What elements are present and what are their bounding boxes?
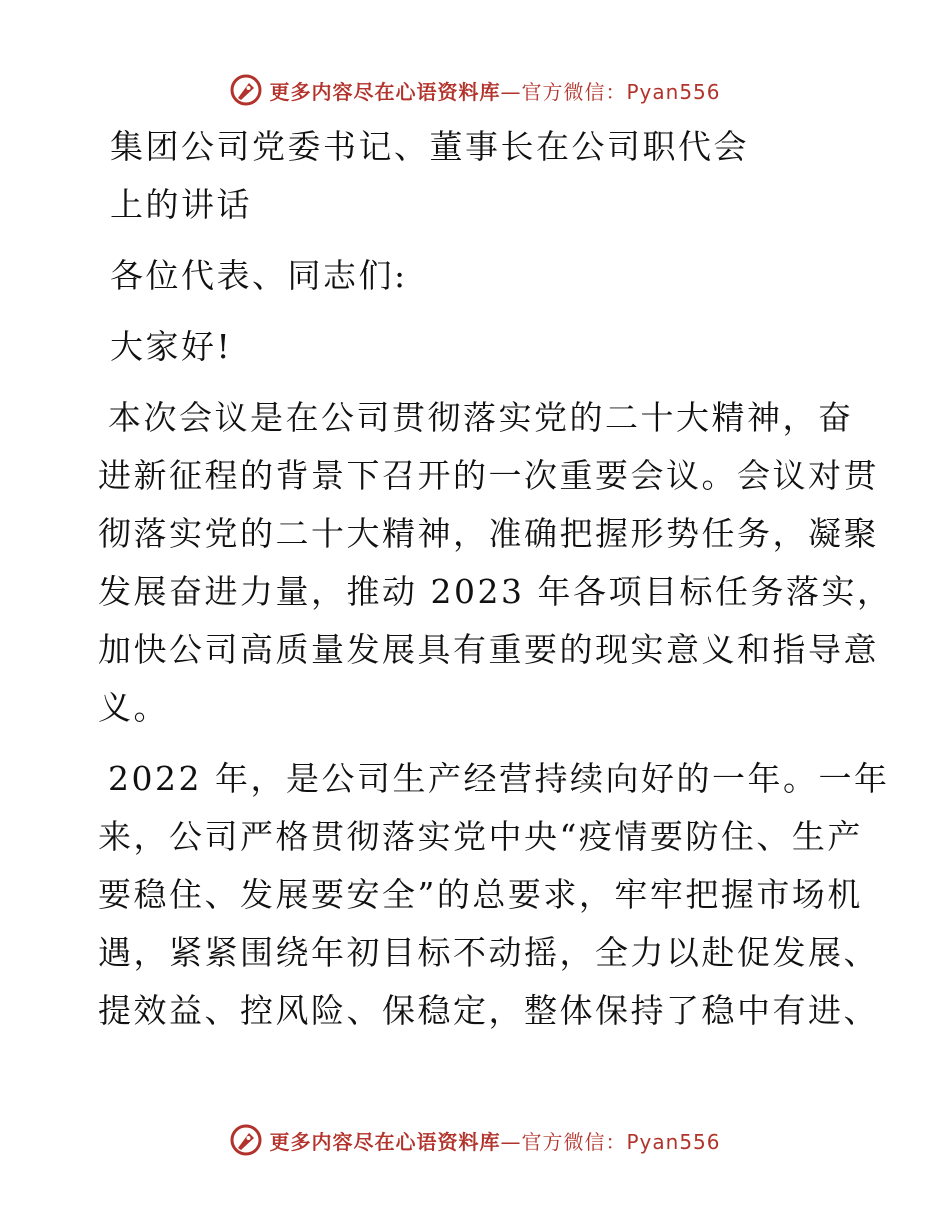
footer-banner <box>0 1120 950 1160</box>
footer-banner-inner <box>229 1123 720 1157</box>
pen-nib-logo-icon <box>229 73 263 107</box>
title-line-2: 上的讲话 <box>110 185 252 224</box>
title-line-1: 集团公司党委书记、董事长在公司职代会 <box>110 127 749 166</box>
paragraph-1-line: 彻落实党的二十大精神，准确把握形势任务，凝聚 <box>98 514 879 553</box>
banner-wechat-label: 官方微信： <box>521 79 627 104</box>
paragraph-2-line: 来，公司严格贯彻落实党中央“疫情要防住、生产 <box>98 817 863 856</box>
paragraph-1-line: 本次会议是在公司贯彻落实党的二十大精神，奋 <box>108 398 854 437</box>
header-banner-inner <box>229 73 720 107</box>
paragraph-1-line: 加快公司高质量发展具有重要的现实意义和指导意 <box>98 630 879 669</box>
header-banner <box>0 70 950 110</box>
banner-main-text: 更多内容尽在心语资料库 <box>269 1129 501 1154</box>
document-body <box>98 118 893 1053</box>
banner-dash: — <box>500 1129 522 1154</box>
banner-dash: — <box>500 79 522 104</box>
paragraph-1-line: 进新征程的背景下召开的一次重要会议。会议对贯 <box>98 456 879 495</box>
paragraph-2-line: 2022 年，是公司生产经营持续向好的一年。一年 <box>108 759 890 798</box>
banner-text <box>269 1126 720 1155</box>
pen-nib-logo-icon <box>229 1123 263 1157</box>
greeting: 大家好! <box>110 327 233 366</box>
banner-main-text: 更多内容尽在心语资料库 <box>269 79 501 104</box>
paragraph-1-line: 义。 <box>98 688 169 727</box>
paragraph-2-line: 提效益、控风险、保稳定，整体保持了稳中有进、 <box>98 991 879 1030</box>
salutation: 各位代表、同志们: <box>110 256 408 295</box>
banner-wechat-label: 官方微信： <box>521 1129 627 1154</box>
paragraph-1-line: 发展奋进力量，推动 2023 年各项目标任务落实， <box>98 572 893 611</box>
banner-wechat-id: Pyan556 <box>626 1129 721 1154</box>
banner-wechat-id: Pyan556 <box>626 79 721 104</box>
paragraph-2-line: 遇，紧紧围绕年初目标不动摇，全力以赴促发展、 <box>98 933 879 972</box>
paragraph-2 <box>98 750 890 1040</box>
paragraph-1 <box>98 389 893 737</box>
banner-text <box>269 76 720 105</box>
paragraph-2-line: 要稳住、发展要安全”的总要求，牢牢把握市场机 <box>98 875 863 914</box>
